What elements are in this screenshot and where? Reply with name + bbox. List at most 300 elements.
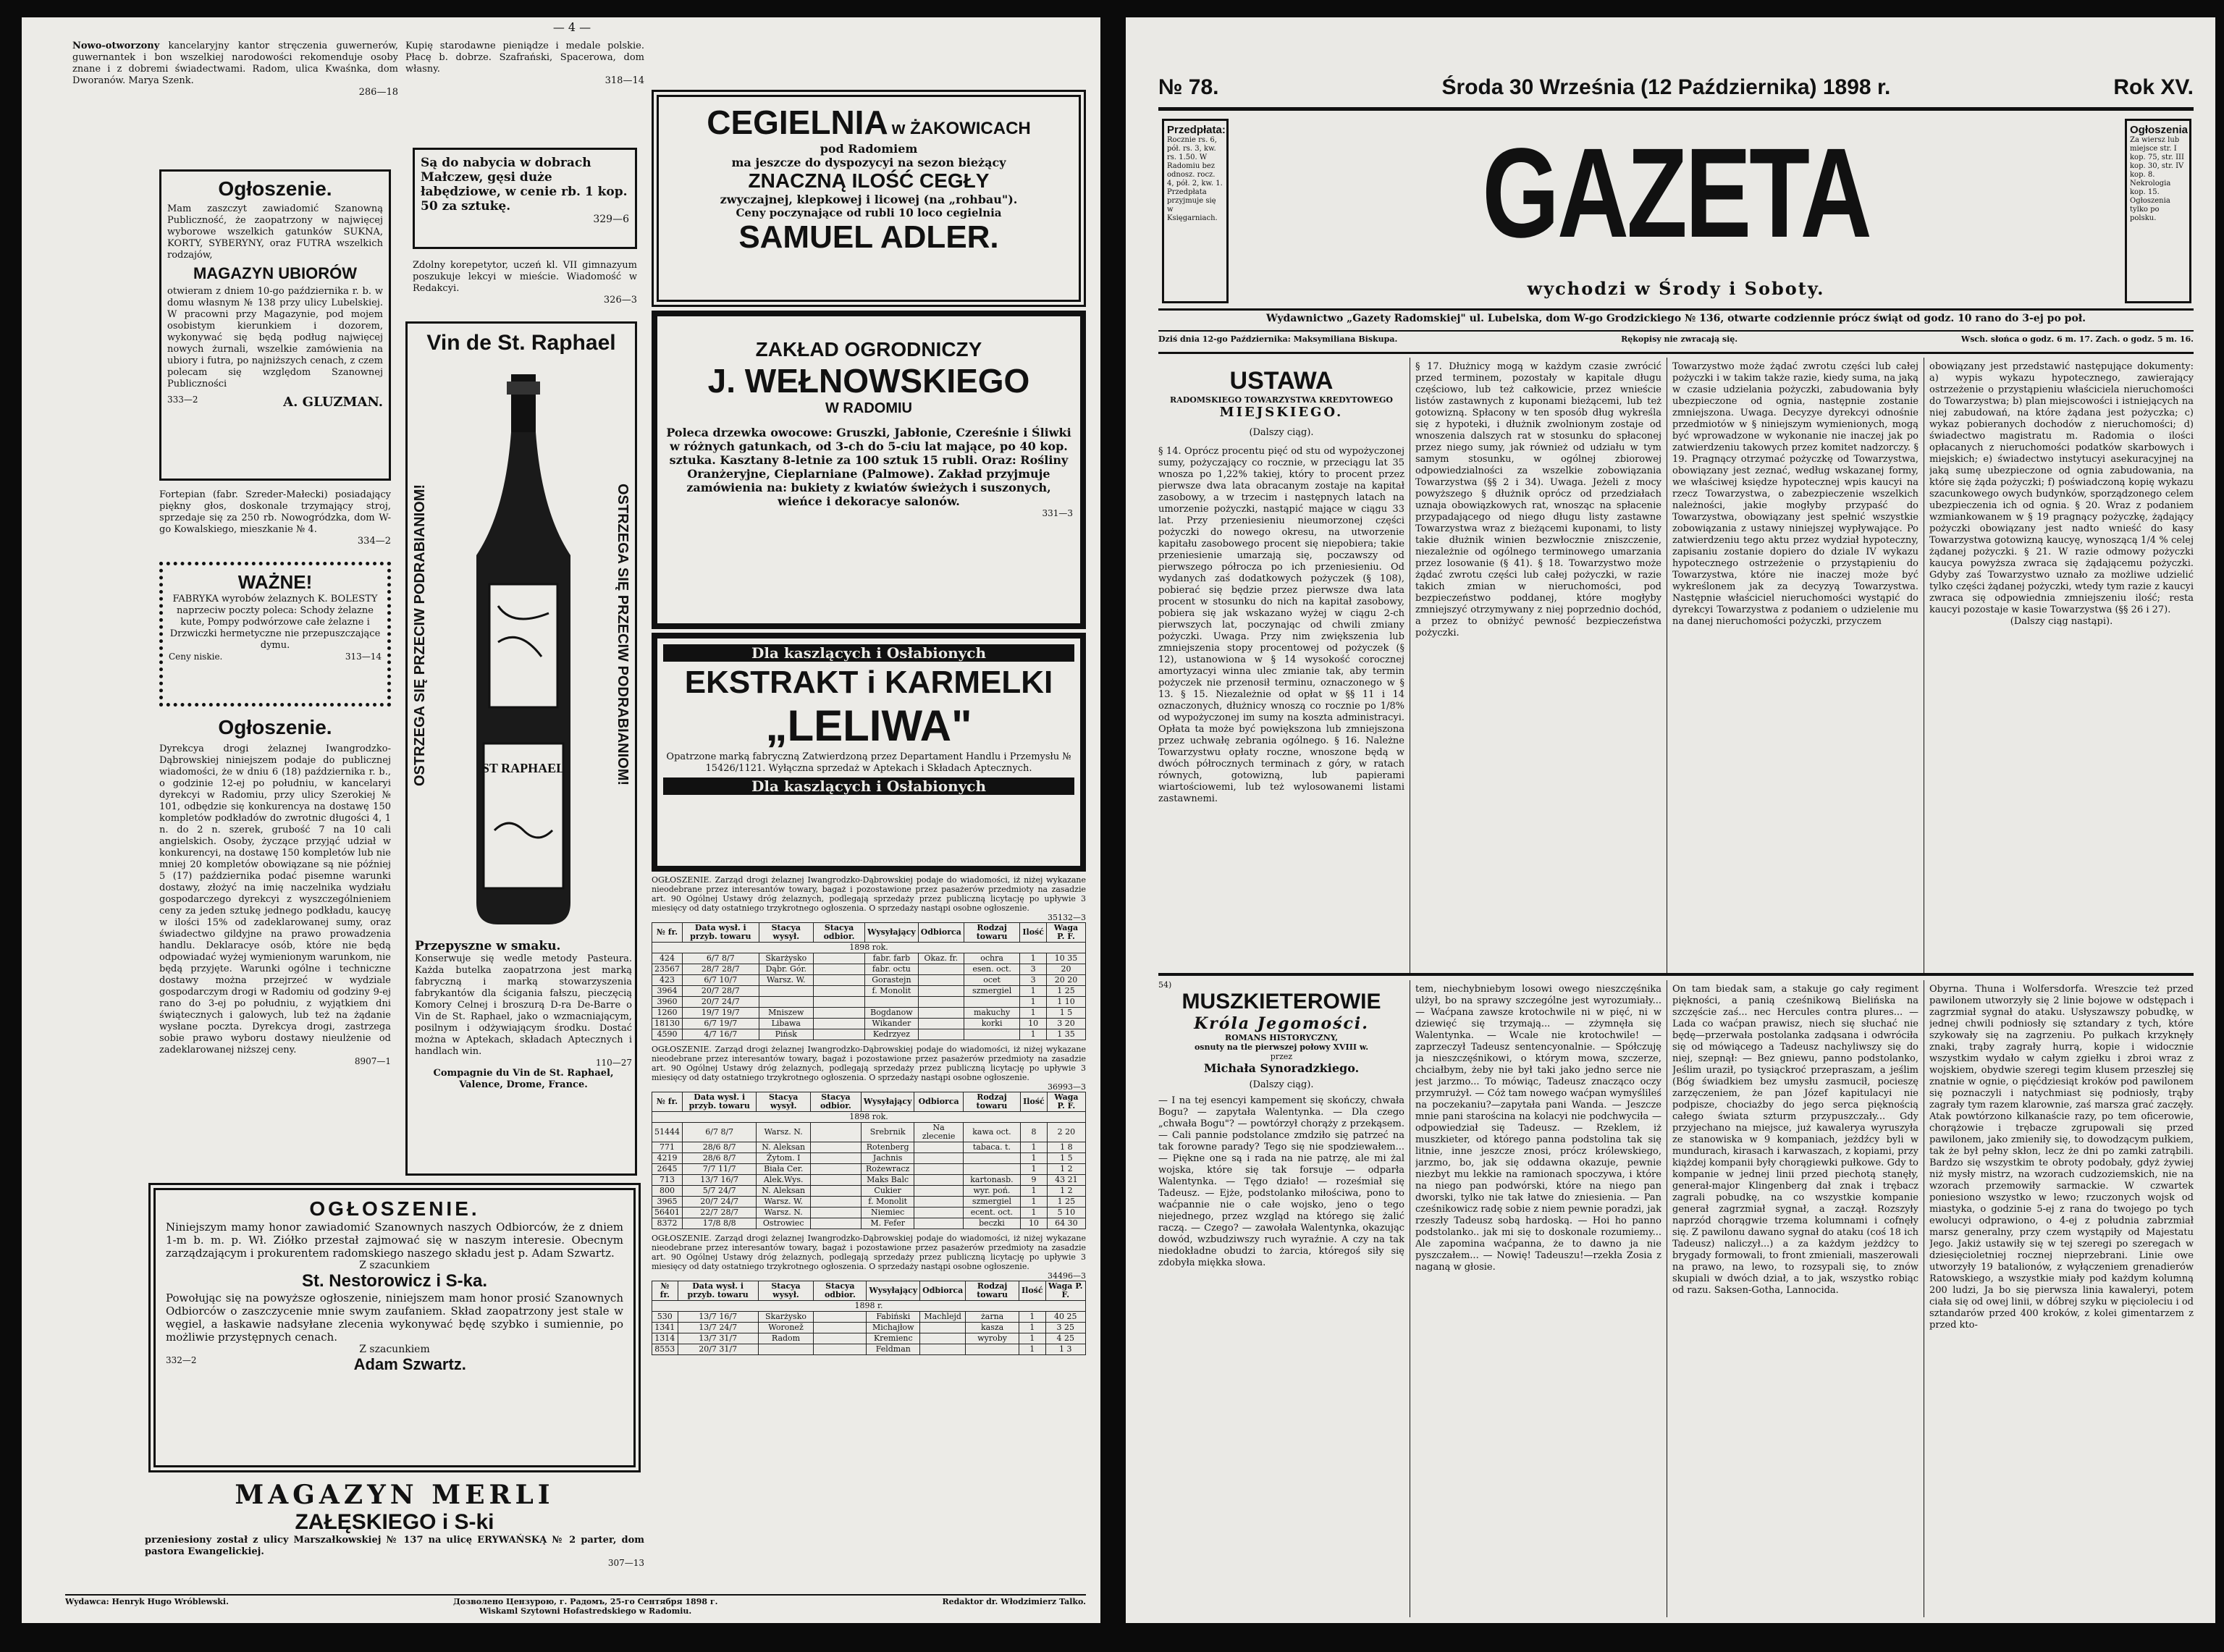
table-cell — [918, 997, 964, 1008]
timetable-ref: 34496—3 — [1048, 1271, 1086, 1281]
table-cell — [865, 997, 919, 1008]
table-row — [652, 1008, 1086, 1019]
table-cell: 1 — [1020, 997, 1047, 1008]
timetable-header: Wysyłający — [867, 1281, 920, 1301]
table-cell — [963, 1153, 1020, 1164]
table-cell: 1 — [1019, 1344, 1046, 1355]
table-cell: Michajłow — [867, 1323, 920, 1333]
table-cell: Jachnis — [861, 1153, 914, 1164]
ustawa-subtitle: RADOMSKIEGO TOWARZYSTWA KREDYTOWEGO — [1170, 395, 1393, 405]
timetable-header: Waga P. F. — [1047, 1092, 1085, 1112]
notice-text: Fortepian (fabr. Szreder-Małecki) posiadający piękny głos, doskonale trzymający stroj, sprzedaje się za 250 rb. Nowogródzka, dom W-go Kowalskiego, mieszkanie № 4. — [159, 489, 391, 535]
ad-brand: „LELIWA" — [765, 701, 972, 750]
table-cell: Warsz. W. — [759, 975, 813, 986]
footer-publisher: Wydawca: Henryk Hugo Wróblewski. — [65, 1597, 229, 1606]
table-cell: 800 — [652, 1186, 683, 1197]
ad-wazne — [159, 562, 391, 707]
table-cell — [914, 1153, 963, 1164]
table-cell: 1 3 — [1045, 1344, 1085, 1355]
table-cell — [813, 1019, 864, 1029]
ad-text: Dyrekcya drogi żelaznej Iwangrodzko-Dąbrowskiej niniejszem podaje do publicznej wiadomości, że w dniu 6 (18) października r. b., o godzinie 12-ej po południu, w kancelaryi dyrekcyi w Radomiu, przy ulicy Szerokiej № 101, odbędzie się konkurencya na dostawę 150 kompletów podkładów do zwrotnic długości 4, 1 n. do 2 n. szerek, grubość 7 na 10 cali angielskich. Osoby, życzące przyjąć udział w konkurencyi, na dostawę 150 kompletów lub nie mniej 20 kompletów obowiązane są nie później 5 (17) października podać pisemne warunki dostawy, złożyć na imię naczelnika wydziału gospodarczego dyrekcyi z wyszczególnieniem ceny za jeden sztukę jednego podkładu, kaucyę w ilości 15% od zadeklarowanej sumy, oraz świadectwo gildyjne na prawo prowadzenia handlu. Deklaracye osób, które nie będą odpowiadać wyżej wymienionym warunkom, nie będą przyjęte. Warunki ogólne i techniczne dostawy można przejrzeć w wydziale gospodarczym drogi w Radomiu od godziny 9-ej rano do 3-ej po południu, z wyjątkiem dni świątecznych i galowych, lub też na żądanie wysłane poczta. Dyrekcya drogi, zastrzega sobie prawo wyboru dostawy nieulżenie od zadeklarowanej niższej ceny. — [159, 743, 391, 1055]
notice-malczew — [413, 148, 637, 249]
table-cell: 1 8 — [1047, 1142, 1085, 1153]
ad-text-2: otwieram z dniem 10-go października r. b. w domu własnym № 138 przy ulicy Lubelskiej. W pracowni przy Magazynie, pod mojem osobistym kierunkiem i dozorem, wykonywać się będą podług najwięcej nowych żurnali, wszelkie zamówienia na ubiory i futra, po najniższych cenach, z czem polecam się względom Szanownej Publiczności — [167, 286, 383, 389]
side-warning-left: OSTRZEGA SIĘ PRZECIW PODRABIANIOM! — [412, 484, 428, 786]
timetable-year: 1898 rok. — [652, 1112, 1086, 1123]
table-cell: 713 — [652, 1175, 683, 1186]
table-cell-part: 24/7 — [717, 1186, 736, 1195]
timetable-header: Rodzaj towaru — [963, 1092, 1020, 1112]
table-cell: 3 — [1020, 975, 1047, 986]
ad-text: Niniejszym mamy honor zawiadomić Szanownych naszych Odbiorców, że z dniem 1-m b. m. p. Wł. Ziółko przestał zajmować się w naszym interesie. Obecnym zarządzającym i prokurentem radomskiego naszego składu jest p. Adam Szwartz. — [166, 1221, 623, 1260]
table-cell — [918, 986, 964, 997]
timetable-block — [652, 1045, 1086, 1229]
timetable-header: № fr. — [652, 923, 683, 943]
ad-owner: J. WEŁNOWSKIEGO — [707, 362, 1030, 400]
table-cell-part: 28/7 — [701, 964, 720, 974]
footer-editor: Redaktor dr. Włodzimierz Talko. — [942, 1597, 1086, 1606]
table-row — [652, 1175, 1086, 1186]
feuilleton-col-4: Obyrna. Thuna i Wolfersdorfa. Wreszcie też przed pawilonem utworzyły się 2 linie bojowe w odstępach i zagrzmiał sygnał do ataku. Usłyszawszy pobudkę, w jednej chwili podniosły się sztandary z tych, które szykowały się na zagrzeniu. Po pułkach krzyknęły znaki, trąby zagrały hurrą, kopie i widocznie wszystkim wydało w całym zgiełku i zbroi wraz z wojskiem, obydwie szeregi tegim klusem przeszłej się znatnie w ognie, o pięćdziesiąt kroków pod pawilonem się poznaczyli i natychmiast się podniosły, trąby zagrały tym razem klarownie, zaś marsza grać zaczęły. Atak powtórzono kilkanaście razy, po tem oficerowie, chorążowie i trębacze zgrupowali się przed pawilonem, jako zmieniły się, to dowodzącym pułkiem, tak że był pełny skłon, lecz że dni po zamki zatrąbili. Bardzo się wszystkim te obroty podobały, gdyż żywiej niż mysły mistrz, na wzorach cudzoziemskich, nie na wzorach przemowiły sarmackie. W czwartek poniesiono wszystko w lewo; rzuczonych wojsk od miastyka, o godzinie 5-ej z rana do twojego po tych ewolucyi odprawiono, o 4-ej z południa zabrzmiał marsz generalny, przy czem wystąpiły od Majestatu Jego. Jakiż ustawiły się w tej szeregi po szeregach w dziesięcioletniej rocznej nieprzebrani. Linie owe utworzyły 19 batalionów, z wyłączeniem grenadierów Ratowskiego, a wszystkie miały pod każdym kolumną 200 ludzi, Ja bo się pierwsza linia kawaleryi, potem ciała się od owej linii, w dóbrej szyku w pięcioleciu i od sztandarów przed 400 kroków, z kolei gimentarzem z przed kto- — [1929, 984, 2194, 1331]
table-cell-part: 20/7 — [700, 1197, 718, 1206]
table-cell: Bogdanow — [865, 1008, 919, 1019]
table-cell: korki — [964, 1019, 1020, 1029]
ad-line-2: zwyczajnej, klepkowej i licowej (na „rohbau"). — [720, 193, 1018, 206]
table-cell: wyroby — [966, 1333, 1019, 1344]
table-cell: 424 — [652, 953, 683, 964]
ad-text: Konserwuje się wedle metody Pasteura. Każda butelka zaopatrzona jest marką fabryczną i marką stowarzyszenia fabrykantów dla ścigania fałszu, pieczęcią Komory Celnej i broszurą D-ra De-Barre o Vin de St. Raphael, jako o wzmacniającym, posilnym i odżywiającym środku. Dostać można w Aptekach, składach Aptecznych i handlach win. — [415, 953, 632, 1057]
table-cell: 10 — [1020, 1019, 1047, 1029]
table-cell: f. Monolit — [861, 1197, 914, 1208]
table-cell: 1 — [1019, 1312, 1046, 1323]
table-cell: 1 5 — [1046, 1008, 1085, 1019]
table-cell: 1 — [1020, 1029, 1047, 1040]
ad-banner-bottom: Dla kaszlących i Osłabionych — [663, 777, 1074, 795]
table-cell: Ostrowiec — [757, 1218, 811, 1229]
table-cell: 9 — [1021, 1175, 1048, 1186]
table-cell-part: 31/7 — [719, 1333, 738, 1343]
table-cell-part: 8/8 — [723, 1218, 736, 1228]
table-row — [652, 997, 1086, 1008]
ustawa-text: obowiązany jest przedstawić następujące dokumenty: a) wypis wykazu hypotecznego, zawierający ostrzeżenie o przystąpieniu właściciela nieruchomości do Towarzystwa; b) plan miejscowości i istniejących na niej zabudowań, na które żądana jest pożyczka; c) wykaz pobieranych dochodów z nieruchomości; d) świadectwo magistratu m. Radomia o ilości opłacanych z nieruchomości podatków skarbowych i miejskich; e) świadectwo instytucyi asekuracyjnej na jaką sumę ubezpieczone od ognia zabudowania, na które się żąda pożyczki; f) poświadczoną kopię wykazu szacunkowego owych budynków, sporządzonego celem ubezpieczenia ich od ognia. § 20. Wraz z podaniem wzmiankowanem w § 19 pragnący pożyczkę, żądający pożyczki obowiązany jest nadto wnieść do kasy Towarzystwa gotowizną kaucyę, wynoszącą 1/4 % celej żądanej pożyczki. § 21. W razie odmowy pożyczki kaucya powyższa zwraca się żądającemu pożyczki. Gdyby zaś Towarzystwo uznało za możliwe udzielić tylko części żądanej pożyczki, wtedy tym razie z kaucyi zwraca się odpowiednia zmniejszeniu ilość; resta kaucyi pozostaje w kasie Towarzystwa (§§ 26 i 27). — [1929, 361, 2194, 615]
table-cell — [683, 1208, 757, 1218]
table-cell — [918, 964, 964, 975]
ad-title: CEGIELNIA — [707, 104, 888, 141]
timetable-year: 1898 rok. — [652, 943, 1086, 953]
ad-ref: 332—2 — [166, 1355, 197, 1365]
table-row — [652, 1208, 1086, 1218]
table-cell: Niemiec — [861, 1208, 914, 1218]
table-cell: Dąbr. Gór. — [759, 964, 813, 975]
timetable-header: Ilość — [1019, 1281, 1046, 1301]
ad-title: MAGAZYN MERLI — [235, 1480, 555, 1510]
table-cell — [914, 1164, 963, 1175]
table-cell: 10 — [1021, 1218, 1048, 1229]
table-cell-part: 5/7 — [702, 1186, 716, 1195]
ad-price: Ceny niskie. — [169, 652, 223, 662]
table-cell: 1 35 — [1046, 1029, 1085, 1040]
table-cell — [683, 1164, 757, 1175]
timetable-header: Stacya odbior. — [810, 1092, 861, 1112]
table-cell-part: 19/7 — [722, 1008, 740, 1017]
timetable — [652, 1281, 1086, 1355]
ad-heading: Ogłoszenie. — [218, 177, 332, 200]
table-cell: 1 — [1019, 1323, 1046, 1333]
ustawa-col-4 — [1929, 361, 2194, 969]
ad-line-3: Ceny poczynające od rubli 10 loco cegielnia — [736, 206, 1002, 219]
table-cell: 8553 — [652, 1344, 678, 1355]
table-cell-part: 28/6 — [702, 1153, 721, 1163]
table-cell: 3 25 — [1045, 1323, 1085, 1333]
table-cell: 18130 — [652, 1019, 683, 1029]
table-cell — [810, 1123, 861, 1142]
ad-respect-2: Z szacunkiem — [359, 1344, 430, 1355]
wine-bottle-icon — [447, 367, 599, 932]
table-cell: 3 — [1020, 964, 1047, 975]
table-cell-part: 28/7 — [722, 964, 740, 974]
table-cell — [759, 986, 813, 997]
feuilleton-title: MUSZKIETEROWIE — [1182, 990, 1381, 1013]
table-cell-part: 16/7 — [719, 1029, 738, 1039]
table-cell: Libawa — [759, 1019, 813, 1029]
table-row — [652, 1142, 1086, 1153]
timetable-header: Waga P. F. — [1045, 1281, 1085, 1301]
table-cell — [810, 1218, 861, 1229]
notice-ref: 326—3 — [603, 295, 637, 305]
table-cell: 4219 — [652, 1153, 683, 1164]
table-cell: 2 20 — [1047, 1123, 1085, 1142]
table-cell: 1260 — [652, 1008, 683, 1019]
timetable-header: Data wysł. i przyb. towaru — [678, 1281, 758, 1301]
table-cell-part: 6/7 — [705, 1127, 718, 1137]
table-cell-part: 4/7 — [704, 1029, 717, 1039]
table-cell — [813, 953, 864, 964]
table-cell: 8 — [1021, 1123, 1048, 1142]
ustawa-col-3: Towarzystwo może żądać zwrotu części lub całej pożyczki i w takim także razie, kiedy suma, na jaką w czasie udzielania pożyczki, zabudowania były ubezpieczone od ognia, następnie zostanie zmniejszona. Uwaga. Decyzye dyrekcyi odnośnie przedmiotów w § niniejszym wymienionych, mogą być wprowadzone w wykonanie nie inaczej jak po zatwierdzeniu takowych przez komitet nadzorczy. § 19. Pragnący otrzymać pożyczkę od Towarzystwa, obowiązany jest zeznać, według wskazanej formy, we właściwej księdze hypotecznej wpis kaucyi na rzecz Towarzystwa, o zabezpieczenie wszelkich należności, jakie mogłyby przypaść do Towarzystwa, obowiązany jest spełnić wszystkie zobowiązania z ustawy niniejszej wypływające. Po zatwierdzeniu tego aktu przez wydział hypoteczny, zapisaniu zostanie dopiero do dziale IV wykazu hypotecznego ostrzeżenie o przystąpieniu do Towarzystwa, które nie inaczej może być wykreślonem jak za decyzyą Towarzystwa. Następnie właściciel nieruchomości wystąpić do dyrekcyi Towarzystwa z podaniem o udzielenie mu na danej nieruchomości pożyczki, przyczem — [1672, 361, 1918, 627]
table-cell: 4 25 — [1045, 1333, 1085, 1344]
notice-ref: 329—6 — [593, 214, 629, 225]
table-cell: 40 25 — [1045, 1312, 1085, 1323]
timetable-header: Stacya wysył. — [759, 923, 813, 943]
table-cell: 1 — [1019, 1333, 1046, 1344]
table-cell — [918, 1008, 964, 1019]
timetable-year: 1898 r. — [652, 1301, 1086, 1312]
footer-printer: Wiskaml Szytowni Hofastredskiego w Radomiu. — [479, 1606, 692, 1616]
feuilleton-number: 54) — [1158, 980, 1172, 990]
table-cell: 1 2 — [1047, 1164, 1085, 1175]
notice-ref: 334—2 — [357, 536, 391, 547]
ad-cegielnia — [652, 90, 1086, 307]
table-cell — [814, 1344, 867, 1355]
timetable-header: Waga P. F. — [1046, 923, 1085, 943]
table-cell — [963, 1164, 1020, 1175]
ad-text: Poleca drzewka owocowe: Gruszki, Jabłonie, Czereśnie i Śliwki w różnych gatunkach, od 3-ch do 5-ciu lat mające, po 40 kop. sztuka. Kasztany 8-letnie za 100 sztuk 15 rubli. Oraz: Rośliny Oranżeryjne, Cieplarniane (Palmowe). Zakład przyjmuje zamówienia na: bukiety z kwiatów świeżych i suszonych, wieńce i dekoracye salonów. — [666, 426, 1071, 508]
table-cell-part: 8/7 — [723, 1153, 736, 1163]
notice-text: kancelaryjny kantor stręczenia guwernerów, guwernantek i bon wszelkiej narodowości rekomenduje osoby znane i z dobremi świadectwami. Radom, ulica Kwaśnka, dom Dworanów. Marya Szenk. — [72, 41, 398, 86]
table-cell — [683, 953, 759, 964]
table-cell: 1 — [1020, 1008, 1047, 1019]
table-cell — [678, 1323, 758, 1333]
table-cell: Pińsk — [759, 1029, 813, 1040]
ad-ref: 331—3 — [1042, 508, 1073, 518]
notice-text: Zdolny korepetytor, uczeń kl. VII gimnazyum poszukuje lekcyi w mieście. Wiadomość w Redakcyi. — [413, 260, 637, 294]
prenumerata-box — [1162, 119, 1229, 303]
page-number: — 4 — — [552, 22, 591, 33]
table-cell — [683, 1142, 757, 1153]
ad-text: FABRYKA wyrobów żelaznych K. BOLESTY naprzeciw poczty poleca: Schody żelazne kute, Pompy podwórzowe całe żelazne i Drzwiczki hermetyczne nie przepuszczające dymu. — [169, 594, 381, 651]
ad-heading: Ogłoszenie. — [218, 716, 332, 738]
ad-ref: 313—14 — [345, 652, 382, 662]
notice-ref: 318—14 — [605, 75, 644, 86]
sun-info: Wsch. słońca o godz. 6 m. 17. Zach. o godz. 5 m. 16. — [1960, 334, 2194, 344]
table-cell — [814, 1312, 867, 1323]
ustawa-cont: (Dalszy ciąg). — [1249, 427, 1314, 438]
feuilleton-col-3: On tam biedak sam, a stakuje go cały regiment piękności, a panią cześnikową Bielińska na szczęście zaś... nec Hercules contra plures... — Lada co waćpan prawisz, niech się słuchać nie będę—przerwała postolanka zadąsana i odwróciła się od mówiącego a Tadeusz nachyliwszy się do niej, szepnął: — Bez gniewu, panno podstolanko, Jeślim uraził, po tysiąckroć przepraszam, a jeślim (Bóg świadkiem bez umysłu zasmucił, pocieszę zarzęczeniem, że pan Józef kapitulacyi nie podpisze, chociażby do jego serca pięknością całego świata szturm przypuszczały... Gdy przyjechano na miejsce, już kawalerya wyruszyła ze stanowiska w 9 kompaniach, jeżdźcy byli w mundurach, kirasach i karwaszach, z kopiami, przy kiążdej kompanii były chorągiewki pułkowe. Gdy to kompanie w jednej linii przed piechotą stanęły, generał-major Klingenberg dał znak i trębacz zagrali pobudkę, na co wszystkie kompanie generał zagrzmiał sygnał, a zaczął. Rozszyły naprzód chorągwie trzema kolumnami i cofnęły się. Z pawilonu dawano sygnał do ataku (coś 18 ich Tadeusz) naliczył...) a za każdym jeżdżcy to brygady formowali, to front zmieniali, maszerowali na prawo, na lewo, to rozsypali się, to znów skupiali w dwóch dział, a to jak, wszystko robiąc od razu. Saksen-Gotha, Lannocida. — [1672, 984, 1918, 1296]
timetable-ref: 36993—3 — [1048, 1082, 1086, 1092]
timetable-header: Stacya wysył. — [758, 1281, 814, 1301]
table-cell: Maks Balc — [861, 1175, 914, 1186]
issue-number: № 78. — [1158, 75, 1219, 99]
table-cell-part: 19/7 — [719, 1019, 738, 1028]
ad-place: w ŻAKOWICACH — [891, 119, 1031, 138]
ad-title: Vin de St. Raphael — [426, 331, 616, 355]
table-cell: Żytom. I — [757, 1153, 811, 1164]
table-cell — [964, 1029, 1020, 1040]
table-cell — [920, 1344, 966, 1355]
ad-heading: WAŻNE! — [237, 571, 313, 593]
table-cell — [758, 1344, 814, 1355]
table-cell-part: 10/7 — [719, 975, 738, 985]
table-cell: Skarżysko — [758, 1312, 814, 1323]
table-row — [652, 964, 1086, 975]
ad-text-2: Powołując się na powyższe ogłoszenie, niniejszem mam honor prosić Szanownych Odbiorców o zaszczycenie mnie swym zaufaniem. Skład zaopatrzony jest stale w węgiel, a łaskawie nadsyłane zlecenia wykonywać będę szybko i sumiennie, po możliwie przystępnych cenach. — [166, 1291, 623, 1344]
table-cell-part: 11/7 — [717, 1164, 736, 1173]
ad-text: przeniesiony został z ulicy Marszałkowskiej № 137 na ulicę ERYWAŃSKĄ № 2 parter, dom pastora Ewangelickiej. — [145, 1535, 644, 1557]
ad-text: Mam zaszczyt zawiadomić Szanowną Publiczność, że zaopatrzony w najwięcej wyborowe wszelkich gatunków SUKNA, KORTY, SYBERYNY, oraz FUTRA wszelkich rodzajów, — [167, 203, 383, 261]
table-row — [652, 1186, 1086, 1197]
table-cell-part: 13/7 — [700, 1175, 718, 1184]
ad-ref: 110—27 — [595, 1058, 632, 1068]
ustawa-title: USTAWA — [1229, 367, 1334, 395]
timetable — [652, 1092, 1086, 1229]
table-cell: szmergiel — [964, 986, 1020, 997]
timetable-block — [652, 1234, 1086, 1355]
ad-company: Compagnie du Vin de St. Raphael, Valence, Drome, France. — [433, 1068, 614, 1090]
table-row — [652, 986, 1086, 997]
ad-title: ZAKŁAD OGRODNICZY — [755, 338, 982, 361]
table-cell: Biała Cer. — [757, 1164, 811, 1175]
timetable-header: Ilość — [1020, 923, 1047, 943]
ustawa-text: § 14. Oprócz procentu pięć od stu od wypożyczonej sumy, pożyczający co rocznie, w przeciągu lat 35 wnosza po 1,22% takiej, który to procent przez pierwsze dwa lata obracanym zostaje na kapitał zasobowy, a w trzecim i następnych latach na umorzenie pożyczki, nastąpić mające w ciągu 33 lat. Przy przeniesieniu nieumorzonej części pożyczki do nowego okresu, na utworzenie kapitału zasobowego procent się niepobiera; takie przeniesienie umarzają się, poczawszy od pierwszego półrocza po ich przeniesieniu. Od wydanych zaś dodatkowych pożyczek (§ 108), pobierać się będzie przez pierwsze dwa lata procent w stosunku do nich na kapitał zasobowy, pobiera się jak wskazano wyżej w ciągu 2-ch pierwszych lat, poczynając od chwili zmiany pożyczki. Uwaga. Przy nim zwiększenia lub zmniejszenia stopy procentowej od pożyczek (§ 12), ustanowiona w § 14 wysokość corocznej amortyzacyi winna ulec zmianie tak, aby termin pożyczek nie przenosił terminu, oznaczonego w § 13. § 15. Niezależnie od opłat w §§ 11 i 14 oznaczonych, dłużnicy wnoszą co rocznie po 1/8% od wypożyczonej im sumy na koszta administracyi. Opłata ta może być powiększona lub zmniejszona przez uchwałę zebrania ogólnego. § 16. Należne Towarzystwu opłaty roczne, wnoszone będą w dwóch półrocznych terminach z góry, w ratach równych, gotowizną, lub papierami wiartościowemi, lub też wylosowanemi listami zastawnemi. — [1158, 446, 1404, 804]
ogloszenie-kolej — [159, 716, 391, 1172]
table-cell — [683, 986, 759, 997]
table-cell: M. Fefer — [861, 1218, 914, 1229]
box-title: Ogłoszenia — [2130, 124, 2189, 136]
table-cell: Warsz. N. — [757, 1208, 811, 1218]
table-cell — [920, 1333, 966, 1344]
table-cell: 10 35 — [1046, 953, 1085, 964]
feuilleton-genre: ROMANS HISTORYCZNY, — [1224, 1033, 1339, 1042]
bottle-label-text: ST RAPHAEL — [481, 761, 565, 775]
timetable-block — [652, 875, 1086, 1040]
ad-city: W RADOMIU — [825, 400, 912, 416]
table-row — [652, 1333, 1086, 1344]
notice-lead: Nowo-otworzony — [72, 41, 160, 51]
table-cell: Kedrzyez — [865, 1029, 919, 1040]
table-cell — [683, 1218, 757, 1229]
table-cell — [810, 1197, 861, 1208]
table-cell — [683, 1019, 759, 1029]
timetable-header: Rodzaj towaru — [964, 923, 1020, 943]
feuilleton-cont: (Dalszy ciąg). — [1249, 1079, 1314, 1090]
table-row — [652, 953, 1086, 964]
table-cell: 20 20 — [1046, 975, 1085, 986]
timetable-header: Odbiorca — [918, 923, 964, 943]
table-cell — [810, 1142, 861, 1153]
table-cell: 1 — [1021, 1186, 1048, 1197]
publisher-line: Wydawnictwo „Gazety Radomskiej" ul. Lubelska, dom W-go Grodzickiego № 136, otwarte codziennie prócz świąt od godz. 10 rano do 3-ej po poł. — [1265, 313, 2086, 324]
table-cell-part: 8/7 — [723, 1142, 736, 1152]
table-cell — [813, 986, 864, 997]
table-cell: N. Aleksan — [757, 1186, 811, 1197]
feuilleton-col-2: tem, niechybniebym losowi owego nieszczęśnika ulżył, bo na sprawy szczególne jest wyrozumiały... — Waćpana zawsze krotochwile ni w pięć, ni w dziewięć się trzymają... — zżymnęła się Walentynka. — Wcale nie krotochwile! — zaprzeczył Tadeusz sentencyonalnie. — Spółczuję ja nieszczęśnikowi, o którym mowa, szczerze, chciałbym, żeby nie był taki jako jedno serce nie jest jarzmo... To mówiąc, Tadeusz znacząco oczy przymrużył. — Cóż tam nowego waćpan wymyślileś na poczekaniu?—zapytała pani Wanda. — Jeszcze mnie pani starościna na kolacyi nie podchwyciła — odpowiedział się Tadeusz. — Rzeklem, iż muszkieter, od którego panna podstolina tak się litnie, inne jeszcze znosi, prócz królewskiego, jarzmo, bo, jak się oddawna okazuje, pewnie niezbyt mu lekkie na ramionach spoczywa, i które na niego pan podwórski, które na niego pan dworski, tylko nie tak łatwe do zniesienia. — Pan cześnikowicz radę sobie z niem pewnie poradzi, jak rzeszły Tadeusz sobą hardoską. — Hoi ho panno podstolanko.. jak mi się to doskonale rozumiemy... Ale zapomina waćpanna, że to dawno ja nie pyszczałem... — Nowię! Tadeuszu!—rzekła Zosia z naganą w głosie. — [1415, 984, 1661, 1273]
table-cell: 1 2 — [1047, 1186, 1085, 1197]
table-cell: Skarżysko — [759, 953, 813, 964]
timetable-header: Stacya odbior. — [813, 923, 864, 943]
ad-owner: ZAŁĘSKIEGO i S-ki — [295, 1510, 494, 1534]
table-cell-part: 6/7 — [704, 975, 717, 985]
ad-vin-st-raphael — [405, 321, 637, 1176]
table-cell: f. Monolit — [865, 986, 919, 997]
table-cell-part: 28/7 — [720, 1208, 739, 1217]
masthead-top-row — [1158, 75, 2194, 104]
table-cell-part: 22/7 — [700, 1208, 718, 1217]
side-warning-right: OSTRZEGA SIĘ PRZECIW PODRABIANIOM! — [615, 484, 631, 786]
table-cell: wyr. poń. — [963, 1186, 1020, 1197]
table-cell — [966, 1344, 1019, 1355]
table-cell — [810, 1186, 861, 1197]
table-cell-part: 6/7 — [704, 1019, 717, 1028]
table-cell: kartonasb. — [963, 1175, 1020, 1186]
table-cell: 1341 — [652, 1323, 678, 1333]
feuilleton-by: przez — [1270, 1052, 1293, 1061]
ad-big: ZNACZNĄ ILOŚĆ CEGŁY — [748, 169, 990, 192]
table-cell: 51444 — [652, 1123, 683, 1142]
table-cell: 3965 — [652, 1197, 683, 1208]
feuilleton-subtitle: Króla Jegomości. — [1194, 1014, 1369, 1033]
box-text: Rocznie rs. 6, pół. rs. 3, kw. rs. 1.50. W Radomiu bez odnosz. rocz. 4, pół. 2, kw. 1. Przedpłata przyjmuje się w Księgarniach. — [1167, 136, 1223, 222]
table-cell — [683, 1175, 757, 1186]
table-cell: esen. oct. — [964, 964, 1020, 975]
table-cell: 1 — [1020, 986, 1047, 997]
timetable-header: Odbiorca — [920, 1281, 966, 1301]
table-cell — [678, 1333, 758, 1344]
timetable-ref: 35132—3 — [1048, 913, 1086, 922]
ustawa-subtitle-2: MIEJSKIEGO. — [1219, 405, 1344, 420]
ogloszenia-box — [2125, 119, 2191, 303]
timetable-header: Wysyłający — [865, 923, 919, 943]
table-cell: 771 — [652, 1142, 683, 1153]
table-cell-part: 6/7 — [706, 953, 720, 963]
table-cell: Rotenberg — [861, 1142, 914, 1153]
newspaper-subtitle: wychodzi w Środy i Soboty. — [1527, 278, 1825, 299]
ad-leliwa — [652, 633, 1086, 872]
ad-respect: Z szacunkiem — [359, 1260, 430, 1271]
table-cell-part: 13/7 — [699, 1333, 717, 1343]
table-cell — [683, 1197, 757, 1208]
table-cell: Gorastejn — [865, 975, 919, 986]
table-cell: kawa oct. — [963, 1123, 1020, 1142]
table-cell-part: 24/7 — [722, 997, 740, 1006]
ad-ref: 333—2 — [167, 395, 198, 405]
table-cell: 1 25 — [1047, 1197, 1085, 1208]
table-cell: Woronež — [758, 1323, 814, 1333]
manuscripts-note: Rękopisy nie zwracają się. — [1621, 334, 1738, 344]
table-cell — [918, 975, 964, 986]
table-cell — [810, 1208, 861, 1218]
ad-owner: SAMUEL ADLER. — [738, 219, 999, 255]
table-cell: 1 — [1021, 1142, 1048, 1153]
table-row — [652, 1019, 1086, 1029]
table-cell: 23567 — [652, 964, 683, 975]
table-cell — [810, 1164, 861, 1175]
feuilleton-text: — I na tej esencyi kampement się skończy, chwała Bogu? — zapytała Walentynka. — Dla czego „chwała Bogu"? — powtórzył chorąży z przekąsem. — Cali pannie podstolance zmdziło się patrzeć na tak forowne parady? Tego się nie spodziewałem... — Piękne one są i rada na nie patrzę, ale mi żal wojska, które się tak forsuje — odparła Walentynka. — Tęgo działo! — roześmiał się Tadeusz. — Ejże, podstolanko miłościwa, pono to waćpannie nie o całe wojsko, jeno o tego niejednego, przez wzgląd na którego się żalić raczą. — Czego? — zawołała Walentynka, okazując dowód, wzbudziwszy ruch wyraźnie. A czy na tak niedokładne obudzi to żarcia, któregoś siły się zdobyła miękka słowa. — [1158, 1095, 1404, 1268]
table-cell-part: 19/7 — [701, 1008, 720, 1017]
ad-title: EKSTRAKT i KARMELKI — [684, 665, 1053, 700]
table-cell — [918, 1029, 964, 1040]
table-cell: 1 5 — [1047, 1153, 1085, 1164]
notice-nowo-otworzony — [72, 41, 398, 146]
table-cell: 1 — [1021, 1208, 1048, 1218]
table-cell — [678, 1344, 758, 1355]
table-cell — [813, 997, 864, 1008]
table-cell — [813, 1008, 864, 1019]
table-cell — [813, 964, 864, 975]
table-cell-part: 24/7 — [719, 1323, 738, 1332]
ad-company: St. Nestorowicz i S-ka. — [301, 1271, 488, 1291]
table-cell: Na zlecenie — [914, 1123, 963, 1142]
table-cell: 64 30 — [1047, 1218, 1085, 1229]
right-page — [1126, 17, 2215, 1623]
table-cell: Kremienc — [867, 1333, 920, 1344]
ustawa-col-2: § 17. Dłużnicy mogą w każdym czasie zwrócić przed terminem, pozostały w kapitale długu częściowo, lub też całkowicie, przez wnieście listów zastawnych z kuponami bieżącemi, lub też gotowizną. Spłacony w ten sposób dług wykreśla się z hypoteki, i dłużnik zwolnionym zostaje od wnoszenia dalszych rat w stosunku do spłaconej przez niego sumy, jak również od udziału w tym samym stosunku, w ogólnej zbiorowej odpowiedzialności za wszelkie zobowiązania Towarzystwa (§§ 2 i 34). Uwaga. Jeżeli z mocy powyższego § dłużnik oprócz od przedziałach uznaja obowiązkowych rat, wnosząc na spłacenie przypadającego od niego długu listy zastawne Towarzystwa wraz z bieżącemi kuponami, to listy takie dłużnik winien bezwłocznie zniszczenie, niezależnie od ogólnego terminowego umarzania przez losowanie (§ 41). § 18. Towarzystwo może żądać zwrotu części lub całej pożyczki, w razie takich zmian w nieruchomości, pod bezpieczeństwo poddanej, które mogłyby zmniejszyć otrzymywany z niej poprzednio dochód, a przez to obniżyć pewność bezpieczeństwa pożyczki. — [1415, 361, 1661, 639]
ustawa-cont-note: (Dalszy ciąg nastąpi). — [2010, 616, 2113, 627]
table-cell: Mniszew — [759, 1008, 813, 1019]
table-cell-part: 20/7 — [699, 1344, 717, 1354]
table-cell: 3964 — [652, 986, 683, 997]
day-info: Dziś dnia 12-go Października: Maksymiliana Biskupa. — [1158, 334, 1398, 344]
table-cell: 8372 — [652, 1218, 683, 1229]
table-cell — [683, 975, 759, 986]
timetable-header: Data wysł. i przyb. towaru — [683, 1092, 757, 1112]
table-cell — [814, 1323, 867, 1333]
table-cell: Fabiński — [867, 1312, 920, 1323]
box-text: Za wiersz lub miejsce str. I kop. 75, str. III kop. 30, str. IV kop. 8. Nekrologia kop. 15. Ogłoszenia tylko po polsku. — [2130, 136, 2184, 222]
table-cell: 1 25 — [1046, 986, 1085, 997]
issue-date: Środa 30 Września (12 Października) 1898 r. — [1441, 75, 1891, 99]
table-cell: makuchy — [964, 1008, 1020, 1019]
feuilleton-era: osnuty na tle pierwszej połowy XVIII w. — [1194, 1042, 1369, 1052]
table-cell: ocet — [964, 975, 1020, 986]
timetables — [652, 875, 1086, 1469]
page-footer — [65, 1597, 1086, 1623]
table-cell-part: 28/7 — [722, 986, 740, 995]
feuilleton-col-1 — [1158, 980, 1404, 1617]
table-cell — [683, 1029, 759, 1040]
table-cell-part: 13/7 — [699, 1312, 717, 1321]
table-cell-part: 16/7 — [719, 1312, 738, 1321]
table-cell — [810, 1175, 861, 1186]
